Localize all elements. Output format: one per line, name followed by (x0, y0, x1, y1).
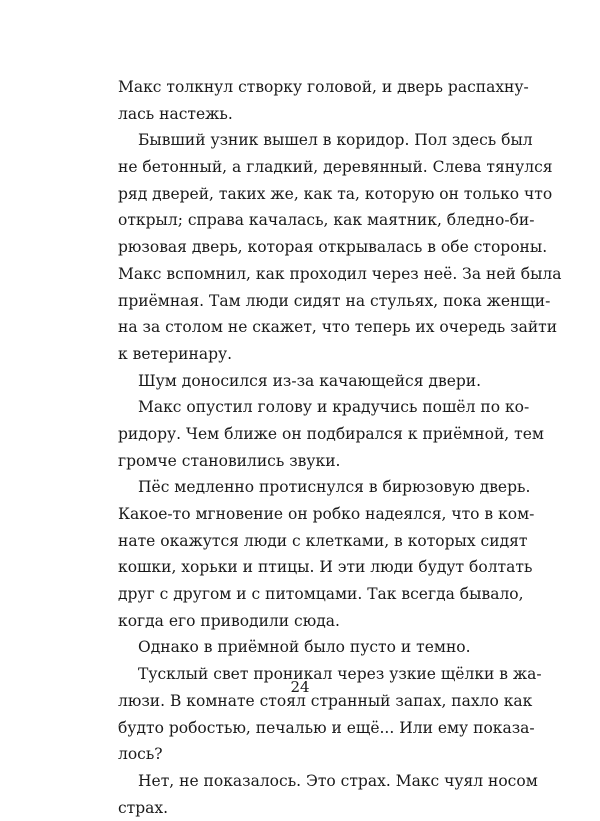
text-line: Пёс медленно протиснулся в бирюзовую дверь. (138, 478, 531, 497)
text-line: друг с другом и с питомцами. Так всегда бывало, (118, 585, 524, 604)
page-number: 24 (290, 678, 310, 696)
text-line: к ветеринару. (118, 344, 233, 363)
text-line: не бетонный, а гладкий, деревянный. Слева тянулся (118, 158, 553, 177)
text-line: открыл; справа качалась, как маятник, бледно-би- (118, 211, 535, 230)
text-line: Макс толкнул створку головой, и дверь распахну- (118, 78, 529, 96)
text-line: лось? (118, 745, 163, 764)
text-line: ридору. Чем ближе он подбирался к приёмной, тем (118, 424, 544, 443)
text-line: будто робостью, печалью и ещё... Или ему показа- (118, 718, 535, 737)
text-line: Какое-то мгновение он робко надеялся, что в ком- (118, 505, 535, 523)
text-line: на за столом не скажет, что теперь их очередь зайти (118, 318, 558, 337)
text-line: нате окажутся люди с клетками, в которых сидят (118, 531, 528, 550)
text-line: Нет, не показалось. Это страх. Макс чуял носом (138, 771, 538, 790)
text-line: Макс вспомнил, как проходил через неё. За ней была (118, 264, 562, 283)
text-line: лась настежь. (118, 104, 233, 123)
text-line: Шум доносился из-за качающейся двери. (138, 371, 482, 390)
text-line: Тусклый свет проникал через узкие щёлки в жа- (138, 665, 542, 684)
text-line: громче становились звуки. (118, 451, 341, 470)
text-line: ряд дверей, таких же, как та, которую он только что (118, 184, 553, 203)
text-line: Макс опустил голову и крадучись пошёл по ко- (138, 398, 530, 417)
text-line: страх. (118, 798, 169, 817)
text-line: рюзовая дверь, которая открывалась в обе стороны. (118, 238, 548, 257)
text-line: люзи. В комнате стоял странный запах, пахло как (118, 691, 533, 710)
text-line: Бывший узник вышел в коридор. Пол здесь был (138, 131, 533, 150)
page-text (118, 74, 562, 821)
text-line: приёмная. Там люди сидят на стульях, пока женщи- (118, 291, 551, 310)
text-line: Однако в приёмной было пусто и темно. (138, 638, 471, 657)
text-line: когда его приводили сюда. (118, 611, 340, 630)
text-line: кошки, хорьки и птицы. И эти люди будут болтать (118, 558, 533, 577)
